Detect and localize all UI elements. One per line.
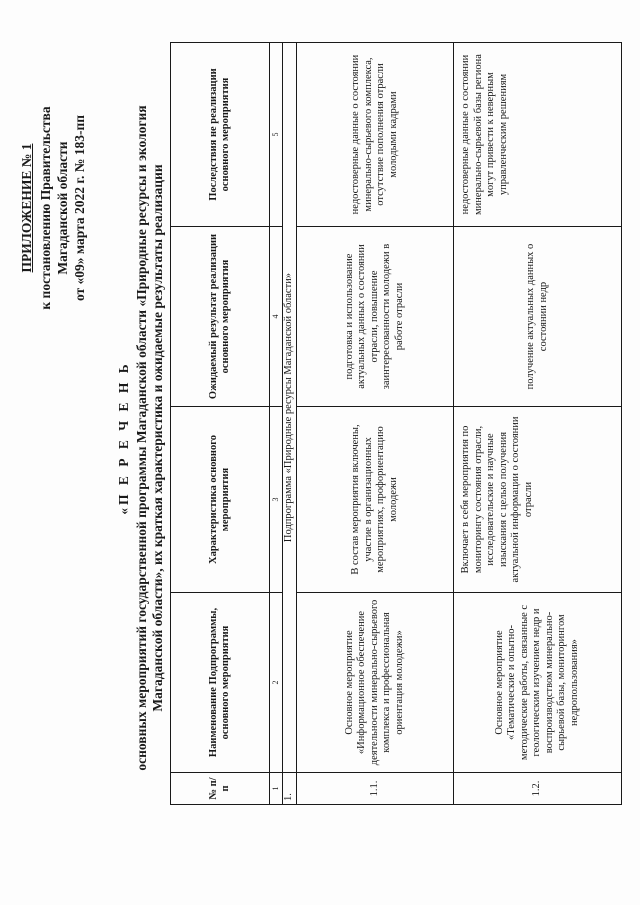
column-number: 1 [270,773,283,805]
document-title: «П Е Р Е Ч Е Н Ь [116,361,131,515]
appendix-line-3: Магаданской области [55,141,70,275]
heading-line-2: Магаданской области», их краткая характеристика и ожидаемые результаты реализации [150,164,165,712]
header-result: Ожидаемый результат реализации основного мероприятия [171,227,270,407]
column-number: 3 [270,407,283,593]
row-characteristic: Включает в себя мероприятия по мониторингу состояния отрасли, исследовательские и научные изыскания с целью получения актуальной информации о состоянии отрасли [454,407,622,593]
subprogram-number: 1. [283,773,297,805]
row-number: 1.2. [454,773,622,805]
table-row [454,43,622,805]
row-name: Основное мероприятие «Тематические и опытно-методические работы, связанные с геологическим изучением недр и воспроизводством минерально-сырьевой базы, мониторингом недропользования» [454,593,622,773]
header-characteristic: Характеристика основного мероприятия [171,407,270,593]
header-consequence: Последствия не реализации основного мероприятия [171,43,270,227]
header-number: № п/п [171,773,270,805]
document-heading [116,43,166,833]
row-result: получение актуальных данных о состоянии недр [454,227,622,407]
header-name: Наименование Подпрограммы, основного мероприятия [171,593,270,773]
subprogram-title: Подпрограмма «Природные ресурсы Магаданской области» [283,43,297,773]
row-name: Основное мероприятие «Информационное обеспечение деятельности минерально-сырьевого комплекса и профессиональная ориентация молодежи» [297,593,454,773]
heading-line-1: основных мероприятий государственной программы Магаданской области «Природные ресурсы и экология [134,105,149,771]
rotated-sheet [10,13,630,893]
row-result: подготовка и использование актуальных данных о состоянии отрасли, повышение заинтересованности молодежи в работе отрасли [297,227,454,407]
appendix-line-2: к постановлению Правительства [38,106,53,310]
measures-table [170,42,622,805]
column-number: 5 [270,43,283,227]
subprogram-row [283,43,297,805]
appendix-line-4: от «09» марта 2022 г. № 183-пп [72,114,87,302]
appendix-block [18,43,88,373]
appendix-number: ПРИЛОЖЕНИЕ № 1 [19,143,34,273]
row-characteristic: В состав мероприятия включены, участие в организационных мероприятиях, профориентацию молодежи [297,407,454,593]
row-number: 1.1. [297,773,454,805]
table-row [297,43,454,805]
column-number: 2 [270,593,283,773]
column-number: 4 [270,227,283,407]
row-consequence: недостоверные данные о состоянии минерально-сырьевой базы региона могут привести к неверным управленческим решениям [454,43,622,227]
table-header-row [171,43,270,805]
column-number-row [270,43,283,805]
row-consequence: недостоверные данные о состоянии минерально-сырьевого комплекса, отсутствие пополнения отрасли молодыми кадрами [297,43,454,227]
